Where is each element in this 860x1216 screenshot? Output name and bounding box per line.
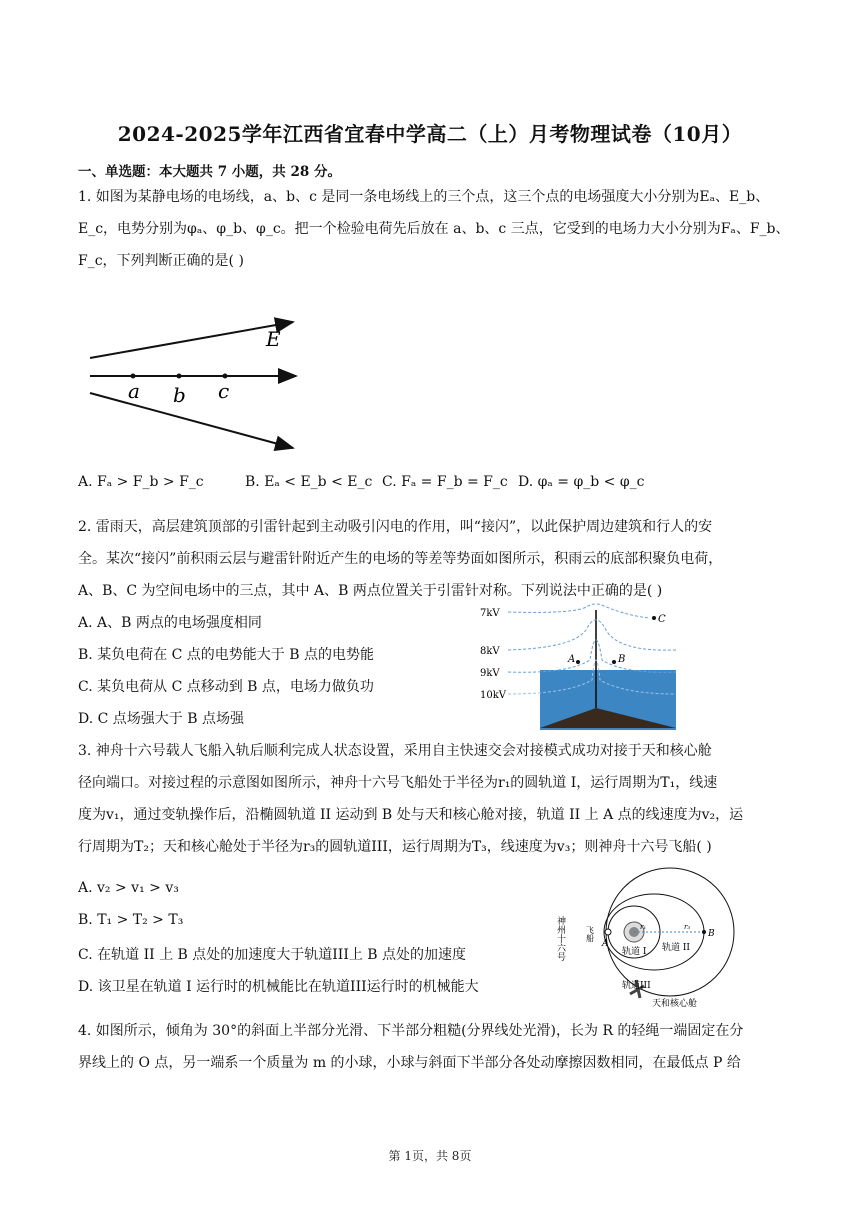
- q1-option-c[interactable]: C. Fₐ = F_b = F_c: [382, 474, 508, 490]
- q1-option-b[interactable]: B. Eₐ < E_b < E_c: [245, 474, 373, 490]
- q3-orbit-figure: [555, 866, 770, 1009]
- q1-field-line-figure: [88, 318, 308, 458]
- q1-line1: 1. 如图为某静电场的电场线，a、b、c 是同一条电场线上的三个点，这三个点的电场强度大小分别为Eₐ、E_b、: [78, 189, 770, 205]
- label-r3: r₃: [684, 923, 691, 931]
- q1-line2: E_c，电势分别为φₐ、φ_b、φ_c。把一个检验电荷先后放在 a、b、c 三点，它受到的电场力大小分别为Fₐ、F_b、: [78, 221, 790, 237]
- q3-option-d[interactable]: D. 该卫星在轨道 I 运行时的机械能比在轨道III运行时的机械能大: [78, 979, 479, 995]
- q2-line2: 全。某次“接闪”前积雨云层与避雷针附近产生的电场的等差等势面如图所示，积雨云的底部积聚负电荷，: [78, 551, 723, 567]
- point-c: [223, 374, 228, 379]
- q2-line3: A、B、C 为空间电场中的三点，其中 A、B 两点位置关于引雷针对称。下列说法中正确的是( ): [78, 583, 663, 599]
- label-r1: r₁: [640, 923, 647, 931]
- label-B: B: [618, 654, 626, 665]
- label-A: A: [568, 654, 576, 665]
- page-footer: 第 1页，共 8页: [388, 1149, 472, 1163]
- label-b: b: [173, 383, 186, 407]
- q4-line1: 4. 如图所示，倾角为 30°的斜面上半部分光滑、下半部分粗糙(分界线处光滑)，长为 R 的轻绳一端固定在分: [78, 1023, 744, 1039]
- label-7kv: 7kV: [480, 608, 500, 619]
- q3-option-a[interactable]: A. v₂ > v₁ > v₃: [78, 880, 179, 896]
- label-shenzhou: 神州十六号: [555, 916, 565, 961]
- q2-equipotential-figure: [478, 600, 688, 732]
- q3-line1: 3. 神舟十六号载人飞船入轨后顺利完成人状态设置，采用自主快速交会对接模式成功对接于天和核心舱: [78, 743, 712, 759]
- label-orbit1: 轨道 I: [622, 947, 647, 957]
- label-A: A: [602, 939, 609, 949]
- label-9kv: 9kV: [480, 668, 500, 679]
- label-ship: 飞船: [585, 926, 595, 942]
- point-b: [177, 374, 182, 379]
- label-E: E: [266, 327, 281, 351]
- q3-line3: 度为v₁，通过变轨操作后，沿椭圆轨道 II 运动到 B 处与天和核心舱对接，轨道 II 上 A 点的线速度为v₂，运: [78, 807, 744, 823]
- q1-option-d[interactable]: D. φₐ = φ_b < φ_c: [518, 474, 645, 490]
- q2-option-b[interactable]: B. 某负电荷在 C 点的电势能大于 B 点的电势能: [78, 647, 374, 663]
- q3-line2: 径向端口。对接过程的示意图如图所示，神舟十六号飞船处于半径为r₁的圆轨道 I，运行周期为T₁，线速: [78, 775, 718, 791]
- q2-option-a[interactable]: A. A、B 两点的电场强度相同: [78, 615, 262, 631]
- label-C: C: [658, 614, 666, 625]
- q3-option-c[interactable]: C. 在轨道 II 上 B 点处的加速度大于轨道III上 B 点处的加速度: [78, 947, 467, 963]
- label-orbit2: 轨道 II: [662, 943, 690, 953]
- page-title: 2024-2025学年江西省宜春中学高二（上）月考物理试卷（10月）: [117, 122, 743, 146]
- q2-option-c[interactable]: C. 某负电荷从 C 点移动到 B 点，电场力做负功: [78, 679, 374, 695]
- q3-line4: 行周期为T₂；天和核心舱处于半径为r₃的圆轨道III，运行周期为T₃，线速度为v₃；则神舟十六号飞船( ): [78, 839, 712, 855]
- q2-line1: 2. 雷雨天，高层建筑顶部的引雷针起到主动吸引闪电的作用，叫“接闪”，以此保护周边建筑和行人的安: [78, 519, 713, 535]
- section-heading: 一、单选题：本大题共 7 小题，共 28 分。: [78, 164, 341, 180]
- label-a: a: [128, 379, 140, 403]
- label-c: c: [218, 379, 230, 403]
- label-station: 天和核心舱: [652, 999, 698, 1009]
- q3-option-b[interactable]: B. T₁ > T₂ > T₃: [78, 912, 184, 928]
- q1-line3: F_c，下列判断正确的是( ): [78, 253, 244, 269]
- label-orbit3: 轨道III: [622, 981, 651, 991]
- label-10kv: 10kV: [480, 690, 507, 701]
- point-a: [131, 374, 136, 379]
- label-B: B: [708, 929, 715, 939]
- q2-option-d[interactable]: D. C 点场强大于 B 点场强: [78, 711, 244, 727]
- label-8kv: 8kV: [480, 646, 500, 657]
- q1-option-a[interactable]: A. Fₐ > F_b > F_c: [78, 474, 204, 490]
- q4-line2: 界线上的 O 点，另一端系一个质量为 m 的小球，小球与斜面下半部分各处动摩擦因数相同，在最低点 P 给: [78, 1055, 741, 1071]
